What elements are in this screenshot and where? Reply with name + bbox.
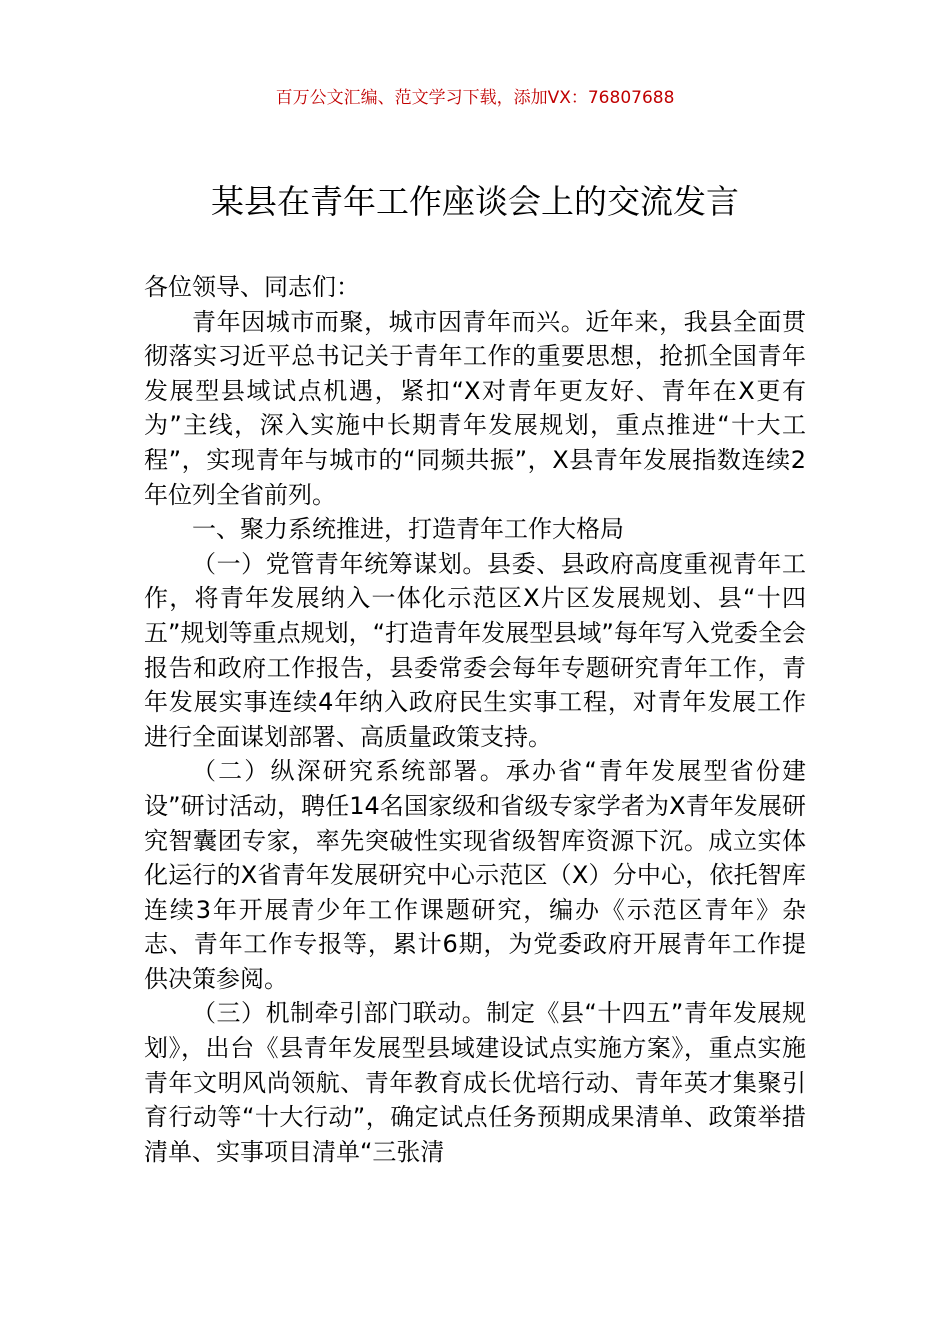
paragraph-1-3: （三）机制牵引部门联动。制定《县“十四五”青年发展规划》，出台《县青年发展型县域建设试点实施方案》，重点实施青年文明风尚领航、青年教育成长优培行动、青年英才集聚引育行动等“十大行动”，确定试点任务预期成果清单、政策举措清单、实事项目清单“三张清: [144, 999, 806, 1166]
paragraph-1-1: （一）党管青年统筹谋划。县委、县政府高度重视青年工作，将青年发展纳入一体化示范区X片区发展规划、县“十四五”规划等重点规划，“打造青年发展型县域”每年写入党委全会报告和政府工作报告，县委常委会每年专题研究青年工作，青年发展实事连续4年纳入政府民生实事工程，对青年发展工作进行全面谋划部署、高质量政策支持。: [144, 549, 806, 751]
watermark-banner: 百万公文汇编、范文学习下载，添加VX：76807688: [275, 88, 675, 108]
paragraph-1-2: （二）纵深研究系统部署。承办省“青年发展型省份建设”研讨活动，聘任14名国家级和省级专家学者为X青年发展研究智囊团专家，率先突破性实现省级智库资源下沉。成立实体化运行的X省青年发展研究中心示范区（X）分中心，依托智库连续3年开展青少年工作课题研究，编办《示范区青年》杂志、青年工作专报等，累计6期，为党委政府开展青年工作提供决策参阅。: [144, 757, 806, 993]
salutation: 各位领导、同志们：: [144, 273, 360, 301]
paragraph-intro: 青年因城市而聚，城市因青年而兴。近年来，我县全面贯彻落实习近平总书记关于青年工作的重要思想，抢抓全国青年发展型县域试点机遇，紧扣“X对青年更友好、青年在X更有为”主线，深入实施中长期青年发展规划，重点推进“十大工程”，实现青年与城市的“同频共振”，X县青年发展指数连续2年位列全省前列。: [144, 307, 806, 509]
document-body: [144, 270, 806, 1169]
document-title: 某县在青年工作座谈会上的交流发言: [211, 182, 739, 221]
section-heading-1: 一、聚力系统推进，打造青年工作大格局: [192, 515, 624, 544]
